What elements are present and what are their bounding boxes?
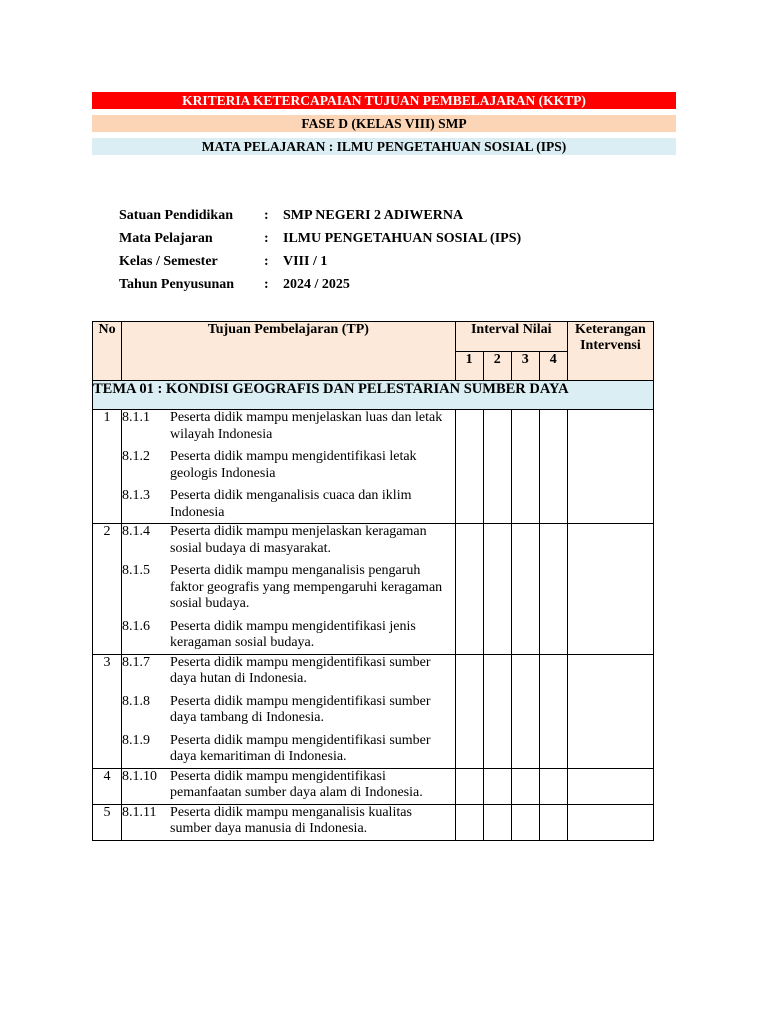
tp-text: Peserta didik mampu mengidentifikasi jenis keragaman sosial budaya. bbox=[170, 618, 416, 650]
tp-cell bbox=[122, 524, 456, 655]
interval-cell[interactable] bbox=[483, 804, 511, 840]
info-row bbox=[119, 206, 521, 229]
info-value: 2024 / 2025 bbox=[283, 277, 350, 292]
tp-code: 8.1.11 bbox=[122, 804, 157, 820]
tp-text: Peserta didik mampu mengidentifikasi sumber daya tambang di Indonesia. bbox=[170, 693, 431, 725]
table-row bbox=[93, 654, 654, 768]
interval-cell[interactable] bbox=[511, 654, 539, 768]
tp-code: 8.1.4 bbox=[122, 524, 151, 539]
interval-cell[interactable] bbox=[511, 524, 539, 655]
row-number: 4 bbox=[93, 768, 122, 804]
info-colon: : bbox=[264, 208, 269, 223]
row-number: 1 bbox=[93, 410, 122, 524]
kktp-table bbox=[92, 321, 654, 841]
row-number: 2 bbox=[93, 524, 122, 655]
tp-cell bbox=[122, 768, 456, 804]
interval-cell[interactable] bbox=[483, 768, 511, 804]
tp-text: Peserta didik mampu menjelaskan luas dan letak wilayah Indonesia bbox=[170, 410, 443, 442]
keterangan-cell[interactable] bbox=[567, 768, 653, 804]
interval-cell[interactable] bbox=[539, 654, 567, 768]
tp-item bbox=[122, 733, 455, 766]
header-interval-1: 1 bbox=[455, 351, 483, 381]
tp-text: Peserta didik mampu menganalisis kualitas sumber daya manusia di Indonesia. bbox=[170, 804, 412, 836]
info-label: Satuan Pendidikan bbox=[119, 208, 233, 223]
interval-cell[interactable] bbox=[511, 410, 539, 524]
tp-text: Peserta didik menganalisis cuaca dan iklim Indonesia bbox=[170, 488, 412, 520]
table-row bbox=[93, 524, 654, 655]
interval-cell[interactable] bbox=[483, 654, 511, 768]
interval-cell[interactable] bbox=[455, 654, 483, 768]
info-label: Kelas / Semester bbox=[119, 254, 218, 269]
interval-cell[interactable] bbox=[483, 524, 511, 655]
tema-row: TEMA 01 : KONDISI GEOGRAFIS DAN PELESTARIAN SUMBER DAYA bbox=[93, 381, 654, 410]
info-colon: : bbox=[264, 231, 269, 246]
keterangan-cell[interactable] bbox=[567, 804, 653, 840]
tp-code: 8.1.6 bbox=[122, 618, 151, 634]
tp-code: 8.1.9 bbox=[122, 732, 151, 748]
tp-code: 8.1.3 bbox=[122, 488, 151, 503]
interval-cell[interactable] bbox=[539, 768, 567, 804]
tp-item bbox=[122, 410, 455, 443]
tp-code: 8.1.1 bbox=[122, 410, 151, 425]
info-value: ILMU PENGETAHUAN SOSIAL (IPS) bbox=[283, 231, 522, 246]
phase-banner: FASE D (KELAS VIII) SMP bbox=[92, 115, 676, 132]
tp-item bbox=[122, 769, 455, 802]
info-row bbox=[119, 229, 521, 252]
table-row bbox=[93, 768, 654, 804]
info-row bbox=[119, 252, 521, 275]
info-label: Mata Pelajaran bbox=[119, 231, 213, 246]
tp-cell bbox=[122, 804, 456, 840]
tp-text: Peserta didik mampu mengidentifikasi pemanfaatan sumber daya alam di Indonesia. bbox=[170, 768, 423, 800]
tp-text: Peserta didik mampu menganalisis pengaruh faktor geografis yang mempengaruhi keragaman sosial budaya. bbox=[170, 563, 443, 611]
table-row bbox=[93, 410, 654, 524]
tp-cell bbox=[122, 654, 456, 768]
info-label: Tahun Penyusunan bbox=[119, 277, 235, 292]
info-value: VIII / 1 bbox=[283, 254, 328, 269]
tp-code: 8.1.5 bbox=[122, 563, 151, 578]
keterangan-cell[interactable] bbox=[567, 654, 653, 768]
tp-text: Peserta didik mampu mengidentifikasi letak geologis Indonesia bbox=[170, 449, 417, 481]
interval-cell[interactable] bbox=[455, 804, 483, 840]
info-colon: : bbox=[264, 254, 269, 269]
tp-item bbox=[122, 449, 455, 482]
interval-cell[interactable] bbox=[455, 410, 483, 524]
keterangan-cell[interactable] bbox=[567, 524, 653, 655]
tp-text: Peserta didik mampu mengidentifikasi sumber daya kemaritiman di Indonesia. bbox=[170, 732, 431, 764]
interval-cell[interactable] bbox=[483, 410, 511, 524]
info-colon: : bbox=[264, 277, 269, 292]
interval-cell[interactable] bbox=[539, 524, 567, 655]
tp-code: 8.1.10 bbox=[122, 768, 158, 784]
interval-cell[interactable] bbox=[455, 524, 483, 655]
tp-code: 8.1.8 bbox=[122, 693, 151, 709]
row-number: 5 bbox=[93, 804, 122, 840]
identity-block bbox=[119, 206, 521, 298]
document-title: KRITERIA KETERCAPAIAN TUJUAN PEMBELAJARAN (KKTP) bbox=[92, 92, 676, 109]
header-no: No bbox=[93, 322, 122, 381]
info-row bbox=[119, 275, 521, 298]
tp-cell bbox=[122, 410, 456, 524]
tp-item bbox=[122, 655, 455, 688]
keterangan-cell[interactable] bbox=[567, 410, 653, 524]
header-tp: Tujuan Pembelajaran (TP) bbox=[122, 322, 456, 381]
table-row bbox=[93, 804, 654, 840]
header-interval-2: 2 bbox=[483, 351, 511, 381]
interval-cell[interactable] bbox=[539, 410, 567, 524]
tp-code: 8.1.2 bbox=[122, 449, 151, 464]
header-interval-3: 3 bbox=[511, 351, 539, 381]
tp-item bbox=[122, 694, 455, 727]
tp-item bbox=[122, 488, 455, 521]
tp-text: Peserta didik mampu mengidentifikasi sumber daya hutan di Indonesia. bbox=[170, 654, 431, 686]
subject-banner: MATA PELAJARAN : ILMU PENGETAHUAN SOSIAL (IPS) bbox=[92, 138, 676, 155]
tp-item bbox=[122, 524, 455, 557]
interval-cell[interactable] bbox=[511, 804, 539, 840]
header-keterangan: Keterangan Intervensi bbox=[567, 322, 653, 381]
interval-cell[interactable] bbox=[539, 804, 567, 840]
row-number: 3 bbox=[93, 654, 122, 768]
header-interval-4: 4 bbox=[539, 351, 567, 381]
tp-item bbox=[122, 805, 455, 838]
tp-item bbox=[122, 563, 455, 613]
interval-cell[interactable] bbox=[511, 768, 539, 804]
header-interval: Interval Nilai bbox=[455, 322, 567, 352]
interval-cell[interactable] bbox=[455, 768, 483, 804]
tp-text: Peserta didik mampu menjelaskan keragaman sosial budaya di masyarakat. bbox=[170, 524, 427, 556]
tp-code: 8.1.7 bbox=[122, 654, 151, 670]
info-value: SMP NEGERI 2 ADIWERNA bbox=[283, 208, 464, 223]
tp-item bbox=[122, 619, 455, 652]
